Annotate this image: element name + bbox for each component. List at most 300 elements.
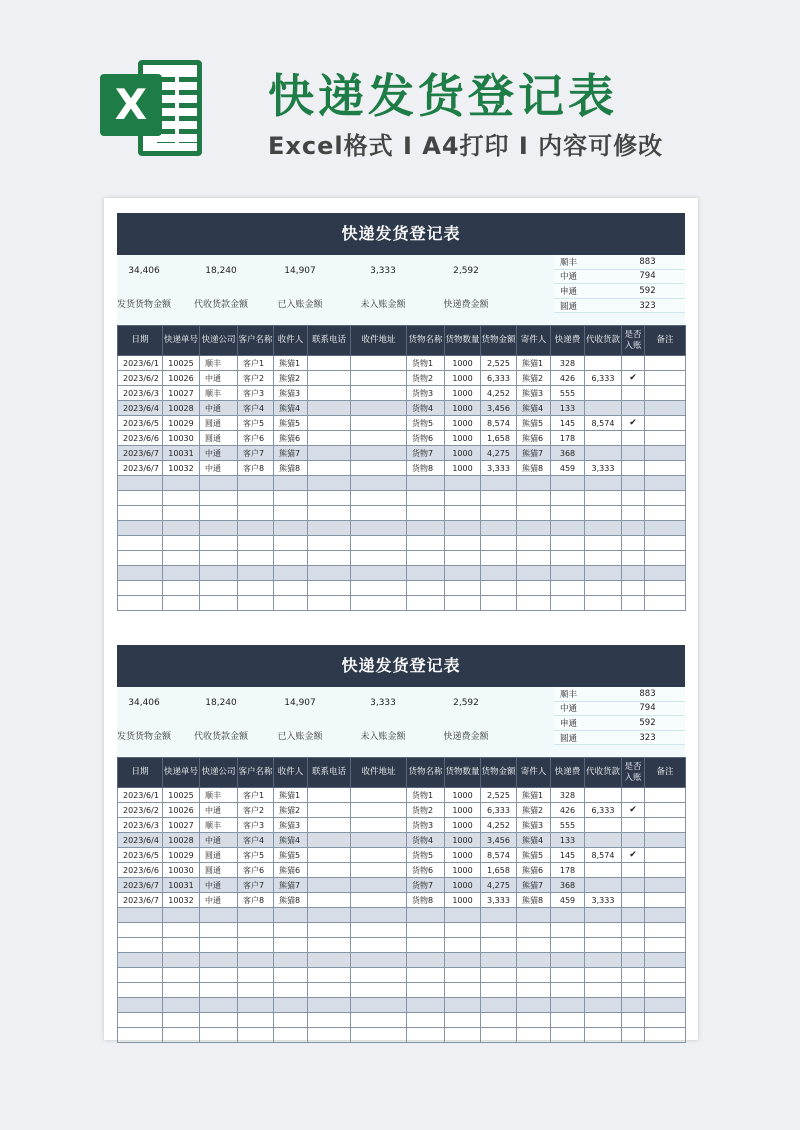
table-cell[interactable] <box>200 908 238 923</box>
table-row[interactable] <box>118 833 686 848</box>
table-cell[interactable] <box>645 461 686 476</box>
table-cell[interactable] <box>238 476 274 491</box>
column-header[interactable]: 快递公司 <box>200 326 238 356</box>
table-cell[interactable]: 10029 <box>163 848 200 863</box>
table-cell[interactable] <box>200 491 238 506</box>
table-cell[interactable]: 熊猫6 <box>274 431 308 446</box>
table-cell[interactable]: 1000 <box>445 848 481 863</box>
table-cell[interactable]: 178 <box>551 431 585 446</box>
table-cell[interactable] <box>551 566 585 581</box>
table-cell[interactable] <box>551 521 585 536</box>
table-cell[interactable] <box>118 476 163 491</box>
table-cell[interactable] <box>622 923 645 938</box>
table-cell[interactable] <box>585 551 622 566</box>
table-cell[interactable] <box>351 893 407 908</box>
column-header[interactable]: 客户名称 <box>238 326 274 356</box>
table-cell[interactable] <box>351 953 407 968</box>
table-cell[interactable] <box>481 491 517 506</box>
table-cell[interactable] <box>517 596 551 611</box>
table-cell[interactable] <box>407 596 445 611</box>
table-cell[interactable]: 2023/6/2 <box>118 803 163 818</box>
table-cell[interactable]: 555 <box>551 818 585 833</box>
table-cell[interactable]: 客户7 <box>238 878 274 893</box>
table-cell[interactable] <box>622 968 645 983</box>
table-cell[interactable] <box>585 491 622 506</box>
table-cell[interactable]: 客户7 <box>238 446 274 461</box>
table-cell[interactable] <box>407 476 445 491</box>
table-cell[interactable]: 10025 <box>163 788 200 803</box>
table-cell[interactable]: 熊猫6 <box>274 863 308 878</box>
table-cell[interactable] <box>585 908 622 923</box>
table-cell[interactable] <box>308 1028 351 1043</box>
column-header[interactable]: 收件地址 <box>351 758 407 788</box>
table-cell[interactable] <box>645 938 686 953</box>
table-cell[interactable] <box>645 833 686 848</box>
table-cell[interactable] <box>585 833 622 848</box>
table-cell[interactable]: 1000 <box>445 356 481 371</box>
table-row[interactable] <box>118 356 686 371</box>
table-cell[interactable] <box>274 476 308 491</box>
table-cell[interactable] <box>238 983 274 998</box>
table-cell[interactable]: 熊猫6 <box>517 863 551 878</box>
table-cell[interactable] <box>118 998 163 1013</box>
empty-row[interactable] <box>118 491 686 506</box>
table-row[interactable] <box>118 446 686 461</box>
table-cell[interactable]: 熊猫5 <box>517 416 551 431</box>
table-cell[interactable]: 货物8 <box>407 461 445 476</box>
table-cell[interactable] <box>200 968 238 983</box>
table-cell[interactable]: 货物4 <box>407 401 445 416</box>
column-header[interactable]: 联系电话 <box>308 758 351 788</box>
column-header[interactable]: 收件人 <box>274 758 308 788</box>
table-cell[interactable] <box>551 1013 585 1028</box>
table-cell[interactable] <box>238 506 274 521</box>
table-cell[interactable] <box>445 581 481 596</box>
table-cell[interactable]: 货物7 <box>407 446 445 461</box>
table-cell[interactable] <box>551 908 585 923</box>
table-cell[interactable]: 2023/6/7 <box>118 446 163 461</box>
empty-row[interactable] <box>118 983 686 998</box>
table-cell[interactable] <box>445 476 481 491</box>
table-cell[interactable]: 熊猫3 <box>274 818 308 833</box>
table-cell[interactable]: 客户2 <box>238 371 274 386</box>
table-cell[interactable] <box>645 968 686 983</box>
table-row[interactable] <box>118 416 686 431</box>
table-cell[interactable]: 1,658 <box>481 863 517 878</box>
table-cell[interactable] <box>645 953 686 968</box>
table-cell[interactable] <box>238 1028 274 1043</box>
table-cell[interactable]: 中通 <box>200 371 238 386</box>
table-cell[interactable] <box>517 581 551 596</box>
column-header[interactable]: 客户名称 <box>238 758 274 788</box>
table-cell[interactable] <box>645 1028 686 1043</box>
table-cell[interactable] <box>274 551 308 566</box>
table-cell[interactable] <box>118 581 163 596</box>
table-cell[interactable] <box>481 983 517 998</box>
table-cell[interactable] <box>645 551 686 566</box>
table-cell[interactable] <box>517 968 551 983</box>
empty-row[interactable] <box>118 521 686 536</box>
table-cell[interactable] <box>308 401 351 416</box>
table-cell[interactable] <box>585 596 622 611</box>
table-cell[interactable] <box>308 983 351 998</box>
table-cell[interactable]: 熊猫1 <box>274 788 308 803</box>
table-cell[interactable]: 145 <box>551 416 585 431</box>
table-cell[interactable]: 368 <box>551 446 585 461</box>
table-cell[interactable] <box>481 968 517 983</box>
table-cell[interactable] <box>645 506 686 521</box>
table-cell[interactable]: 货物4 <box>407 833 445 848</box>
table-cell[interactable] <box>200 581 238 596</box>
table-cell[interactable]: 中通 <box>200 461 238 476</box>
table-cell[interactable]: 客户5 <box>238 416 274 431</box>
table-cell[interactable]: 2023/6/6 <box>118 863 163 878</box>
table-cell[interactable] <box>585 431 622 446</box>
empty-row[interactable] <box>118 1028 686 1043</box>
table-cell[interactable] <box>351 998 407 1013</box>
table-cell[interactable] <box>585 476 622 491</box>
table-cell[interactable] <box>351 596 407 611</box>
table-cell[interactable]: ✔ <box>622 848 645 863</box>
table-cell[interactable] <box>445 983 481 998</box>
table-cell[interactable] <box>551 923 585 938</box>
table-cell[interactable] <box>351 923 407 938</box>
table-cell[interactable] <box>622 506 645 521</box>
table-cell[interactable]: 熊猫7 <box>517 878 551 893</box>
table-row[interactable] <box>118 848 686 863</box>
table-cell[interactable] <box>445 953 481 968</box>
table-cell[interactable] <box>308 803 351 818</box>
table-cell[interactable]: 555 <box>551 386 585 401</box>
table-cell[interactable] <box>351 983 407 998</box>
table-cell[interactable] <box>481 536 517 551</box>
table-cell[interactable] <box>622 998 645 1013</box>
table-cell[interactable]: 熊猫3 <box>517 818 551 833</box>
table-cell[interactable] <box>517 521 551 536</box>
table-cell[interactable] <box>308 953 351 968</box>
table-cell[interactable]: 10032 <box>163 461 200 476</box>
table-cell[interactable]: 熊猫5 <box>274 416 308 431</box>
table-cell[interactable] <box>200 953 238 968</box>
table-cell[interactable] <box>200 476 238 491</box>
table-cell[interactable] <box>585 356 622 371</box>
table-cell[interactable] <box>200 596 238 611</box>
table-cell[interactable]: 6,333 <box>481 803 517 818</box>
column-header[interactable]: 日期 <box>118 758 163 788</box>
table-cell[interactable] <box>163 581 200 596</box>
table-cell[interactable]: 货物8 <box>407 893 445 908</box>
table-cell[interactable] <box>585 923 622 938</box>
table-cell[interactable] <box>645 581 686 596</box>
table-cell[interactable] <box>351 416 407 431</box>
table-cell[interactable]: 货物6 <box>407 863 445 878</box>
table-cell[interactable] <box>585 788 622 803</box>
table-cell[interactable] <box>481 998 517 1013</box>
table-cell[interactable] <box>351 968 407 983</box>
table-cell[interactable]: 货物5 <box>407 416 445 431</box>
empty-row[interactable] <box>118 566 686 581</box>
table-cell[interactable] <box>645 596 686 611</box>
table-cell[interactable]: 熊猫4 <box>274 833 308 848</box>
column-header[interactable]: 联系电话 <box>308 326 351 356</box>
table-cell[interactable]: 6,333 <box>481 371 517 386</box>
column-header[interactable]: 快递公司 <box>200 758 238 788</box>
table-cell[interactable]: ✔ <box>622 416 645 431</box>
table-cell[interactable]: 8,574 <box>481 848 517 863</box>
table-cell[interactable] <box>163 491 200 506</box>
table-cell[interactable] <box>407 491 445 506</box>
table-cell[interactable]: 顺丰 <box>200 818 238 833</box>
table-cell[interactable]: 客户3 <box>238 386 274 401</box>
table-cell[interactable]: 熊猫2 <box>517 371 551 386</box>
table-cell[interactable]: 货物3 <box>407 818 445 833</box>
table-cell[interactable]: 3,333 <box>585 893 622 908</box>
table-cell[interactable] <box>445 923 481 938</box>
column-header[interactable]: 快递费 <box>551 326 585 356</box>
table-cell[interactable] <box>481 521 517 536</box>
column-header[interactable]: 货物金额 <box>481 758 517 788</box>
table-cell[interactable]: 熊猫5 <box>274 848 308 863</box>
table-cell[interactable] <box>351 833 407 848</box>
table-cell[interactable] <box>445 596 481 611</box>
table-cell[interactable] <box>238 551 274 566</box>
table-cell[interactable] <box>238 953 274 968</box>
table-cell[interactable]: 熊猫8 <box>517 893 551 908</box>
table-cell[interactable] <box>200 938 238 953</box>
table-cell[interactable]: 客户8 <box>238 461 274 476</box>
table-cell[interactable] <box>351 506 407 521</box>
table-cell[interactable] <box>517 983 551 998</box>
table-cell[interactable] <box>274 521 308 536</box>
table-cell[interactable] <box>200 521 238 536</box>
table-cell[interactable] <box>118 923 163 938</box>
empty-row[interactable] <box>118 581 686 596</box>
table-cell[interactable] <box>407 566 445 581</box>
table-cell[interactable] <box>118 521 163 536</box>
table-cell[interactable] <box>622 893 645 908</box>
table-cell[interactable]: 货物7 <box>407 878 445 893</box>
table-cell[interactable]: 熊猫1 <box>274 356 308 371</box>
table-cell[interactable] <box>645 803 686 818</box>
table-cell[interactable] <box>445 1013 481 1028</box>
table-cell[interactable] <box>645 416 686 431</box>
table-cell[interactable] <box>351 446 407 461</box>
table-cell[interactable] <box>308 446 351 461</box>
table-cell[interactable]: 4,252 <box>481 818 517 833</box>
table-cell[interactable] <box>645 863 686 878</box>
table-cell[interactable]: 10025 <box>163 356 200 371</box>
table-cell[interactable] <box>622 788 645 803</box>
table-cell[interactable]: 货物5 <box>407 848 445 863</box>
table-cell[interactable] <box>645 431 686 446</box>
table-cell[interactable]: 货物1 <box>407 356 445 371</box>
table-cell[interactable] <box>274 968 308 983</box>
table-cell[interactable] <box>118 953 163 968</box>
table-cell[interactable] <box>118 938 163 953</box>
table-cell[interactable] <box>585 386 622 401</box>
column-header[interactable]: 是否入账 <box>622 758 645 788</box>
table-row[interactable] <box>118 788 686 803</box>
table-cell[interactable]: 熊猫3 <box>517 386 551 401</box>
table-cell[interactable] <box>351 371 407 386</box>
table-row[interactable] <box>118 431 686 446</box>
table-cell[interactable] <box>481 1013 517 1028</box>
table-cell[interactable] <box>274 953 308 968</box>
table-cell[interactable] <box>351 1028 407 1043</box>
table-cell[interactable] <box>118 908 163 923</box>
table-cell[interactable] <box>274 923 308 938</box>
table-cell[interactable] <box>308 566 351 581</box>
table-cell[interactable]: 2023/6/4 <box>118 833 163 848</box>
table-cell[interactable] <box>238 521 274 536</box>
table-cell[interactable]: 1000 <box>445 878 481 893</box>
table-cell[interactable] <box>351 803 407 818</box>
table-cell[interactable] <box>445 968 481 983</box>
table-cell[interactable] <box>238 1013 274 1028</box>
table-cell[interactable] <box>645 998 686 1013</box>
table-cell[interactable] <box>517 1013 551 1028</box>
table-cell[interactable] <box>200 998 238 1013</box>
table-cell[interactable] <box>163 1028 200 1043</box>
table-cell[interactable] <box>622 983 645 998</box>
table-cell[interactable] <box>118 566 163 581</box>
table-cell[interactable] <box>274 908 308 923</box>
table-cell[interactable] <box>200 923 238 938</box>
table-cell[interactable] <box>645 356 686 371</box>
table-cell[interactable]: 熊猫2 <box>274 371 308 386</box>
table-cell[interactable] <box>622 551 645 566</box>
table-cell[interactable] <box>517 566 551 581</box>
table-cell[interactable] <box>445 491 481 506</box>
table-cell[interactable]: 3,333 <box>585 461 622 476</box>
table-cell[interactable] <box>517 551 551 566</box>
table-cell[interactable] <box>274 491 308 506</box>
table-cell[interactable] <box>445 551 481 566</box>
table-cell[interactable] <box>351 386 407 401</box>
table-cell[interactable] <box>200 566 238 581</box>
table-cell[interactable] <box>407 506 445 521</box>
table-cell[interactable]: 10032 <box>163 893 200 908</box>
table-cell[interactable] <box>622 476 645 491</box>
table-cell[interactable]: 8,574 <box>585 848 622 863</box>
table-cell[interactable] <box>118 491 163 506</box>
table-cell[interactable]: 2023/6/5 <box>118 416 163 431</box>
table-cell[interactable] <box>351 356 407 371</box>
table-cell[interactable] <box>308 938 351 953</box>
table-cell[interactable]: 10027 <box>163 818 200 833</box>
table-cell[interactable] <box>622 818 645 833</box>
table-cell[interactable] <box>308 968 351 983</box>
table-cell[interactable] <box>351 863 407 878</box>
empty-row[interactable] <box>118 1013 686 1028</box>
table-cell[interactable]: 368 <box>551 878 585 893</box>
table-cell[interactable] <box>200 536 238 551</box>
table-cell[interactable]: 熊猫8 <box>274 893 308 908</box>
table-cell[interactable] <box>238 908 274 923</box>
table-cell[interactable] <box>407 1013 445 1028</box>
table-cell[interactable] <box>407 536 445 551</box>
table-cell[interactable] <box>622 833 645 848</box>
table-row[interactable] <box>118 818 686 833</box>
table-cell[interactable] <box>163 923 200 938</box>
table-cell[interactable] <box>551 968 585 983</box>
table-cell[interactable] <box>163 938 200 953</box>
table-cell[interactable] <box>585 446 622 461</box>
empty-row[interactable] <box>118 476 686 491</box>
column-header[interactable]: 寄件人 <box>517 758 551 788</box>
table-cell[interactable]: 10029 <box>163 416 200 431</box>
table-cell[interactable] <box>481 476 517 491</box>
table-cell[interactable] <box>517 923 551 938</box>
table-cell[interactable]: ✔ <box>622 371 645 386</box>
table-cell[interactable] <box>407 983 445 998</box>
empty-row[interactable] <box>118 551 686 566</box>
table-cell[interactable] <box>585 953 622 968</box>
table-cell[interactable] <box>308 491 351 506</box>
table-cell[interactable] <box>585 536 622 551</box>
table-cell[interactable] <box>238 968 274 983</box>
table-cell[interactable]: ✔ <box>622 803 645 818</box>
table-cell[interactable]: 1000 <box>445 446 481 461</box>
table-cell[interactable] <box>163 551 200 566</box>
table-cell[interactable] <box>551 953 585 968</box>
table-cell[interactable] <box>445 938 481 953</box>
table-cell[interactable] <box>163 953 200 968</box>
table-cell[interactable]: 2,525 <box>481 788 517 803</box>
empty-row[interactable] <box>118 998 686 1013</box>
table-cell[interactable] <box>118 1013 163 1028</box>
table-cell[interactable] <box>351 818 407 833</box>
table-cell[interactable] <box>585 1028 622 1043</box>
table-cell[interactable] <box>551 581 585 596</box>
table-cell[interactable] <box>645 983 686 998</box>
table-cell[interactable] <box>274 983 308 998</box>
table-cell[interactable]: 3,456 <box>481 833 517 848</box>
table-cell[interactable]: 中通 <box>200 833 238 848</box>
table-cell[interactable] <box>274 506 308 521</box>
table-cell[interactable] <box>308 893 351 908</box>
table-cell[interactable] <box>622 446 645 461</box>
table-cell[interactable] <box>274 1028 308 1043</box>
table-cell[interactable] <box>407 1028 445 1043</box>
table-cell[interactable] <box>622 878 645 893</box>
table-cell[interactable] <box>308 788 351 803</box>
table-cell[interactable] <box>517 491 551 506</box>
column-header[interactable]: 快递单号 <box>163 326 200 356</box>
table-cell[interactable] <box>407 938 445 953</box>
column-header[interactable]: 是否入账 <box>622 326 645 356</box>
table-cell[interactable] <box>351 848 407 863</box>
column-header[interactable]: 货物金额 <box>481 326 517 356</box>
table-cell[interactable] <box>445 521 481 536</box>
table-cell[interactable] <box>200 551 238 566</box>
table-cell[interactable] <box>274 998 308 1013</box>
table-cell[interactable]: 1000 <box>445 788 481 803</box>
table-cell[interactable] <box>481 581 517 596</box>
table-cell[interactable] <box>308 1013 351 1028</box>
table-cell[interactable] <box>163 596 200 611</box>
table-cell[interactable] <box>622 1013 645 1028</box>
table-cell[interactable]: 459 <box>551 893 585 908</box>
table-cell[interactable] <box>308 431 351 446</box>
empty-row[interactable] <box>118 908 686 923</box>
table-cell[interactable]: 10026 <box>163 803 200 818</box>
table-cell[interactable] <box>585 938 622 953</box>
table-cell[interactable] <box>308 371 351 386</box>
table-cell[interactable] <box>645 566 686 581</box>
table-cell[interactable] <box>238 581 274 596</box>
table-cell[interactable] <box>445 506 481 521</box>
